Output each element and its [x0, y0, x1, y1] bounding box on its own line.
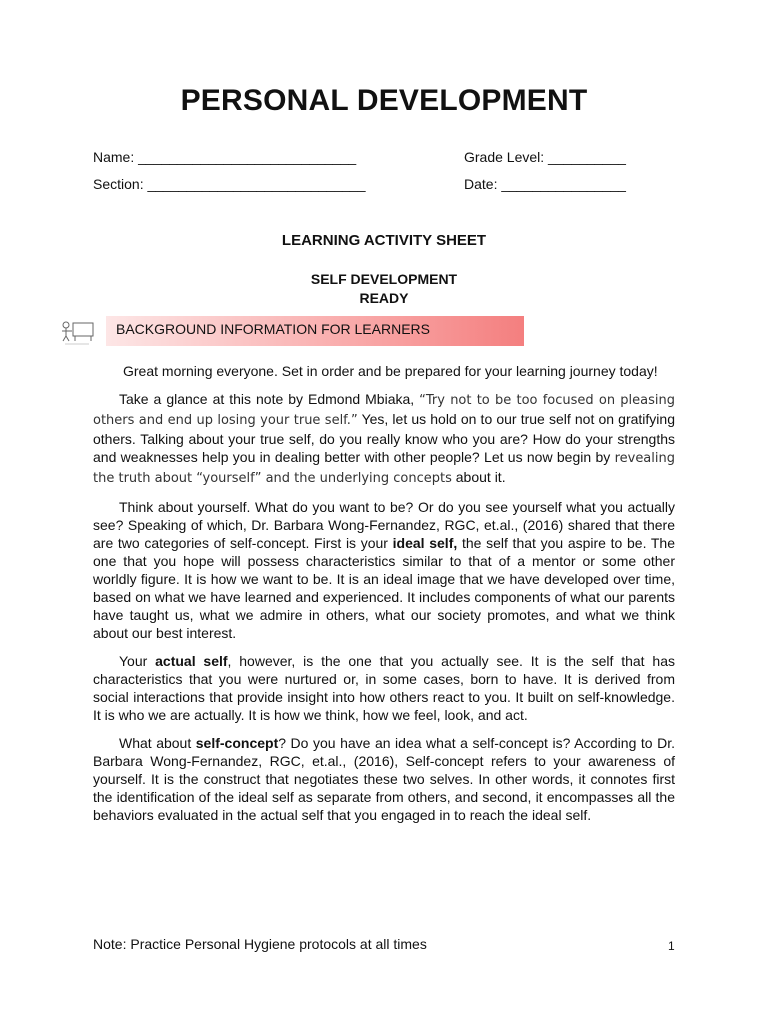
background-info-banner: BACKGROUND INFORMATION FOR LEARNERS — [106, 316, 524, 346]
paragraph-self-concept: What about self-concept? Do you have an idea what a self-concept is? According to Dr. Barbara Wong-Fernandez, RGC, et.al., (2016), Self-concept refers to your awareness of yourself. It is the construct that negotiates these two selves. In other words, it connotes first the identification of the ideal self as separate from others, and second, it encompasses all the behaviors evaluated in the actual self that you engaged in to reach the ideal self. — [93, 735, 675, 823]
subtitle-self-development: SELF DEVELOPMENT — [310, 271, 458, 287]
grade-level-field: Grade Level: __________ — [464, 149, 626, 165]
paragraph-actual-self: Your actual self, however, is the one that you actually see. It is the self that has characteristics that you were nurtured or, in some cases, born to have. It is derived from social interactions that provide insight into how others react to you. It built on self-knowledge. It is who we are actually. It is how we think, how we feel, look, and act. — [93, 653, 675, 723]
paragraph-greeting: Great morning everyone. Set in order and be prepared for your learning journey today! — [123, 363, 658, 379]
learner-desk-icon — [59, 320, 95, 346]
page-number: 1 — [668, 939, 675, 953]
sheet-title: LEARNING ACTIVITY SHEET — [281, 232, 487, 249]
body-text — [93, 362, 675, 834]
paragraph-quote: Take a glance at this note by Edmond Mbiaka, “Try not to be too focused on pleasing others and end up losing your true self.” Yes, let us hold on to our true self not on gratifying others. Talking about your true self, do you really know who you are? How do your strengths and weaknesses help you in dealing better with other people? Let us now begin by revealing the truth about “yourself” and the underlying concepts about it. — [93, 391, 675, 486]
subtitle-ready: READY — [359, 290, 409, 306]
footer-note: Note: Practice Personal Hygiene protocols at all times — [93, 936, 427, 952]
paragraph-ideal-self: Think about yourself. What do you want to be? Or do you see yourself what you actually see? Speaking of which, Dr. Barbara Wong-Fernandez, RGC, et.al., (2016) shared that there are two categories of self-concept. First is your ideal self, the self that you aspire to be. The one that you hope will possess characteristics similar to that of a mentor or some other worldly figure. It is how we want to be. It is an ideal image that we have developed over time, based on what we have learned and experienced. It includes components of what our parents have taught us, what we admire in others, what our society promotes, and what we think about our best interest. — [93, 499, 676, 641]
date-field: Date: ________________ — [464, 176, 626, 192]
section-field: Section: ____________________________ — [93, 176, 366, 192]
document-title: PERSONAL DEVELOPMENT — [180, 84, 588, 117]
name-field: Name: ____________________________ — [93, 149, 357, 165]
